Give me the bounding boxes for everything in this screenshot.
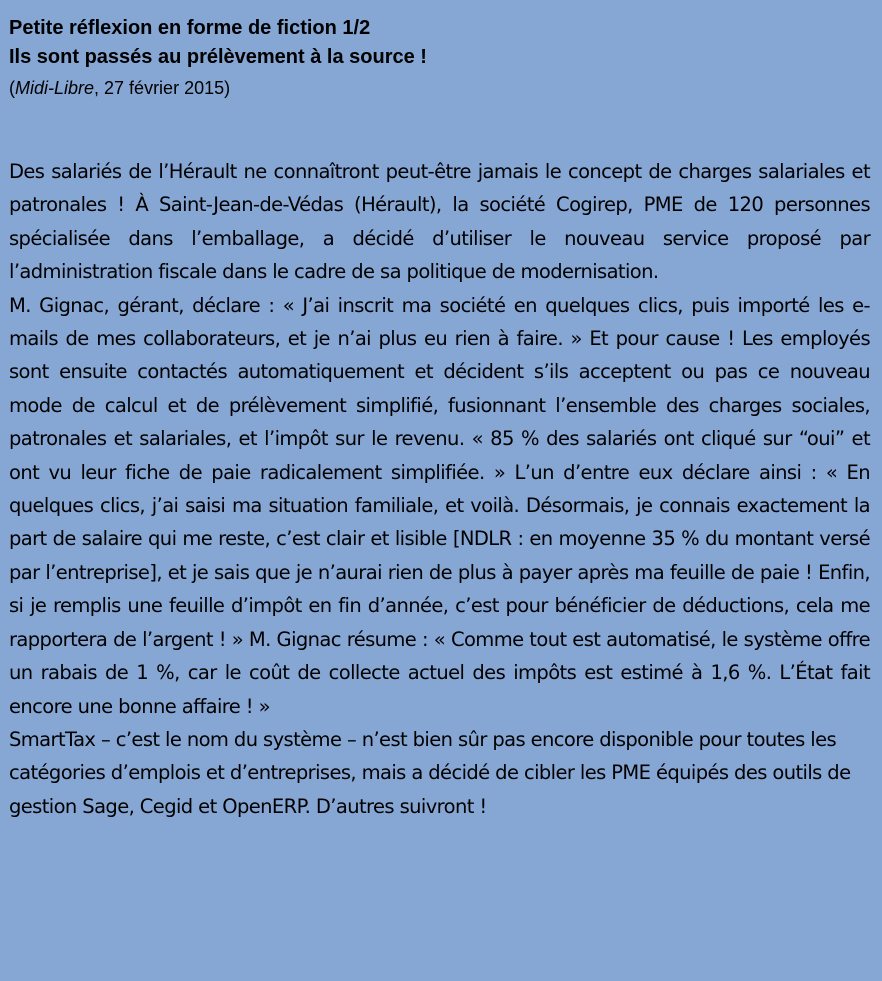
source-publication: Midi-Libre: [15, 78, 95, 98]
article-paragraph-1: Des salariés de l’Hérault ne connaîtront peut-être jamais le concept de charges salariales et patronales ! À Saint-Jean-de-Védas (Hérault), la société Cogirep, PME de 120 personnes spécialisée dans l’emballage, a décidé d’utiliser le nouveau service proposé par l’administration fiscale dans le cadre de sa politique de modernisation.: [9, 160, 870, 284]
article-body: [9, 155, 870, 823]
source-citation: [9, 74, 870, 102]
box-title-line-2: Ils sont passés au prélèvement à la source !: [9, 46, 427, 68]
article-paragraph-3: SmartTax – c’est le nom du système – n’est bien sûr pas encore disponible pour toutes les catégories d’emplois et d’entreprises, mais a décidé de cibler les PME équipés des outils de gestion Sage, Cegid et OpenERP. D’autres suivront !: [9, 727, 851, 818]
box-title-line-1: Petite réflexion en forme de fiction 1/2: [9, 17, 371, 39]
article-paragraph-2: M. Gignac, gérant, déclare : « J’ai inscrit ma société en quelques clics, puis importé les e-mails de mes collaborateurs, et je n’ai plus eu rien à faire. » Et pour cause ! Les employés sont ensuite contactés automatiquement et décident s’ils acceptent ou pas ce nouveau mode de calcul et de prélèvement simplifié, fusionnant l’ensemble des charges sociales, patronales et salariales, et l’impôt sur le revenu. « 85 % des salariés ont cliqué sur “oui” et ont vu leur fiche de paie radicalement simplifiée. » L’un d’entre eux déclare ainsi : « En quelques clics, j’ai saisi ma situation familiale, et voilà. Désormais, je connais exactement la part de salaire qui me reste, c’est clair et lisible [NDLR : en moyenne 35 % du montant versé par l’entreprise], et je sais que je n’aurai rien de plus à payer après ma feuille de paie ! Enfin, si je remplis une feuille d’impôt en fin d’année, c’est pour bénéficier de déductions, cela me rapportera de l’argent ! » M. Gignac résume : « Comme tout est automatisé, le système offre un rabais de 1 %, car le coût de collecte actuel des impôts est estimé à 1,6 %. L’État fait encore une bonne affaire ! »: [9, 293, 870, 718]
source-date: , 27 février 2015): [94, 78, 231, 98]
source-open-paren: (: [9, 78, 15, 98]
